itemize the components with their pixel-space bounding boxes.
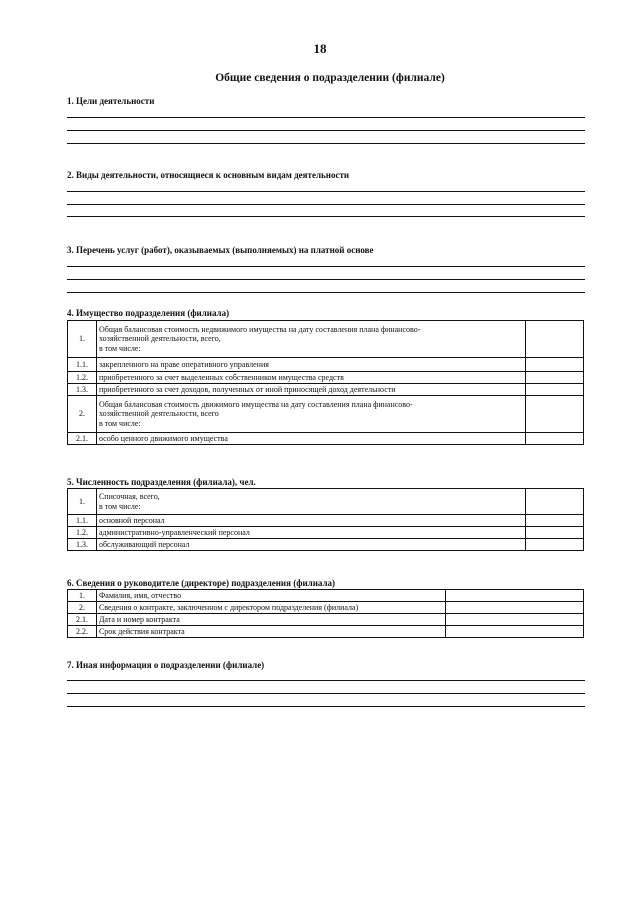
section-2-heading: 2. Виды деятельности, относящиеся к основным видам деятельности <box>67 170 350 180</box>
row-label-line: в том числе: <box>98 501 141 511</box>
section-5-heading: 5. Численность подразделения (филиала), чел. <box>67 477 256 487</box>
fill-line <box>67 706 585 707</box>
row-label: Фамилия, имя, отчество <box>96 590 445 602</box>
row-label-line: в том числе: <box>98 418 141 428</box>
row-number: 1. <box>68 489 97 515</box>
table-row <box>68 626 584 638</box>
value-cell[interactable] <box>526 384 584 396</box>
table-row <box>68 396 584 433</box>
section-4-heading: 4. Имущество подразделения (филиала) <box>67 308 230 318</box>
table-row <box>68 539 584 551</box>
row-number: 1.1. <box>68 358 97 372</box>
row-label: основной персонал <box>96 515 525 527</box>
fill-line <box>67 143 585 144</box>
table-row <box>68 614 584 626</box>
table-row <box>68 433 584 445</box>
row-number: 2.2. <box>68 626 97 638</box>
row-label-line: в том числе: <box>98 343 141 353</box>
value-cell[interactable] <box>526 515 584 527</box>
table-row <box>68 321 584 358</box>
table-row <box>68 590 584 602</box>
table-row <box>68 384 584 396</box>
row-label: закрепленного на праве оперативного управления <box>96 358 525 372</box>
row-label: административно-управленческий персонал <box>96 527 525 539</box>
fill-line <box>67 680 585 681</box>
table-row <box>68 515 584 527</box>
row-number: 1. <box>68 590 97 602</box>
table-row <box>68 489 584 515</box>
section-6-heading: 6. Сведения о руководителе (директоре) подразделения (филиала) <box>67 578 336 588</box>
table-row <box>68 602 584 614</box>
row-number: 2.1. <box>68 433 97 445</box>
row-label: Срок действия контракта <box>96 626 445 638</box>
table-row <box>68 372 584 384</box>
fill-line <box>67 117 585 118</box>
value-cell[interactable] <box>526 489 584 515</box>
row-label-line: хозяйственной деятельности, всего, <box>98 334 221 344</box>
section-7-heading: 7. Иная информация о подразделении (филиале) <box>67 660 265 670</box>
row-label <box>96 396 525 433</box>
row-label <box>96 321 525 358</box>
value-cell[interactable] <box>526 358 584 372</box>
row-label: Дата и номер контракта <box>96 614 445 626</box>
row-number: 2. <box>68 396 97 433</box>
row-number: 2. <box>68 602 97 614</box>
row-number: 1.3. <box>68 539 97 551</box>
table-row <box>68 527 584 539</box>
row-label-line: Общая балансовая стоимость недвижимого имущества на дату составления плана финансово- <box>98 324 421 334</box>
fill-line <box>67 130 585 131</box>
value-cell[interactable] <box>526 321 584 358</box>
row-number: 1.2. <box>68 527 97 539</box>
row-label <box>96 489 525 515</box>
section-3-heading: 3. Перечень услуг (работ), оказываемых (выполняемых) на платной основе <box>67 245 374 255</box>
fill-line <box>67 279 585 280</box>
page-number: 18 <box>313 41 327 56</box>
page-title: Общие сведения о подразделении (филиале) <box>215 72 445 84</box>
row-number: 1. <box>68 321 97 358</box>
row-label: Сведения о контракте, заключенном с директором подразделения (филиала) <box>96 602 445 614</box>
row-label: приобретенного за счет доходов, полученных от иной приносящей доход деятельности <box>96 384 525 396</box>
property-table <box>67 320 584 445</box>
value-cell[interactable] <box>526 396 584 433</box>
value-cell[interactable] <box>446 590 584 602</box>
fill-line <box>67 204 585 205</box>
row-label: обслуживающий персонал <box>96 539 525 551</box>
section-1-heading: 1. Цели деятельности <box>67 96 155 106</box>
row-number: 1.3. <box>68 384 97 396</box>
row-label: особо ценного движимого имущества <box>96 433 525 445</box>
table-row <box>68 358 584 372</box>
value-cell[interactable] <box>446 626 584 638</box>
row-number: 2.1. <box>68 614 97 626</box>
row-number: 1.1. <box>68 515 97 527</box>
row-number: 1.2. <box>68 372 97 384</box>
fill-line <box>67 292 585 293</box>
row-label: приобретенного за счет выделенных собственником имущества средств <box>96 372 525 384</box>
headcount-table <box>67 488 584 551</box>
fill-line <box>67 216 585 217</box>
fill-line <box>67 191 585 192</box>
director-table <box>67 589 584 638</box>
row-label-line: Общая балансовая стоимость движимого имущества на дату составления плана финансово- <box>98 399 413 409</box>
row-label-line: Списочная, всего, <box>98 492 160 501</box>
value-cell[interactable] <box>446 602 584 614</box>
value-cell[interactable] <box>526 372 584 384</box>
value-cell[interactable] <box>526 433 584 445</box>
value-cell[interactable] <box>446 614 584 626</box>
value-cell[interactable] <box>526 527 584 539</box>
fill-line <box>67 266 585 267</box>
value-cell[interactable] <box>526 539 584 551</box>
row-label-line: хозяйственной деятельности, всего <box>98 409 219 419</box>
fill-line <box>67 693 585 694</box>
